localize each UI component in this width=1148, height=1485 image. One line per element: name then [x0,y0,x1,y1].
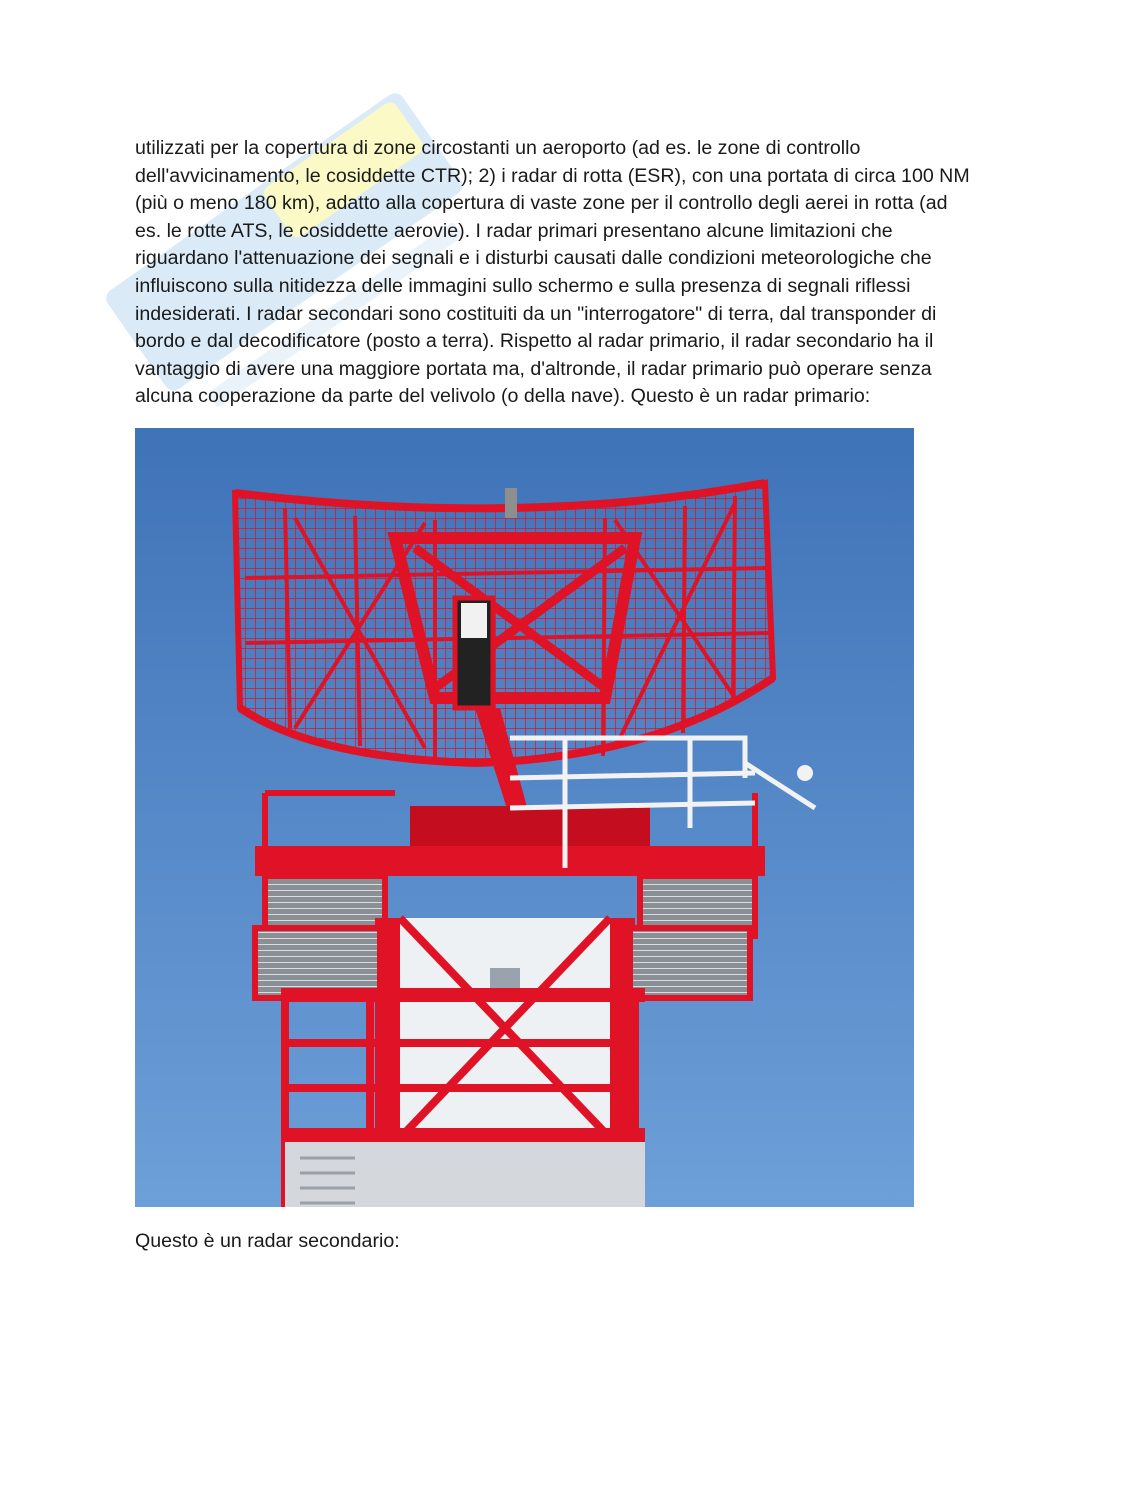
text-line: (più o meno 180 km), adatto alla copertura di vaste zone per il controllo degli aerei in rotta (ad [135,192,948,215]
primary-radar-photo [135,428,914,1207]
secondary-radar-caption: Questo è un radar secondario: [135,1230,400,1252]
text-line: utilizzati per la copertura di zone circostanti un aeroporto (ad es. le zone di controllo [135,137,861,159]
text-line: influiscono sulla nitidezza delle immagini sullo schermo e sulla presenza di segnali riflessi [135,274,911,297]
text-line: riguardano l'attenuazione dei segnali e i disturbi causati dalle condizioni meteorologiche che [135,247,932,270]
text-line: es. le rotte ATS, le cosiddette aerovie). I radar primari presentano alcune limitazioni che [135,219,893,242]
text-line: indesiderati. I radar secondari sono costituiti da un "interrogatore" di terra, dal transponder di [135,302,937,325]
text-line: bordo e dal decodificatore (posto a terra). Rispetto al radar primario, il radar secondario ha il [135,330,934,353]
text-line: vantaggio di avere una maggiore portata ma, d'altronde, il radar primario può operare senza [135,357,932,380]
body-paragraph [135,135,995,411]
text-line: dell'avvicinamento, le cosiddette CTR); 2) i radar di rotta (ESR), con una portata di circa 100 NM [135,164,970,187]
text-line: alcuna cooperazione da parte del velivolo (o della nave). Questo è un radar primario: [135,385,871,408]
